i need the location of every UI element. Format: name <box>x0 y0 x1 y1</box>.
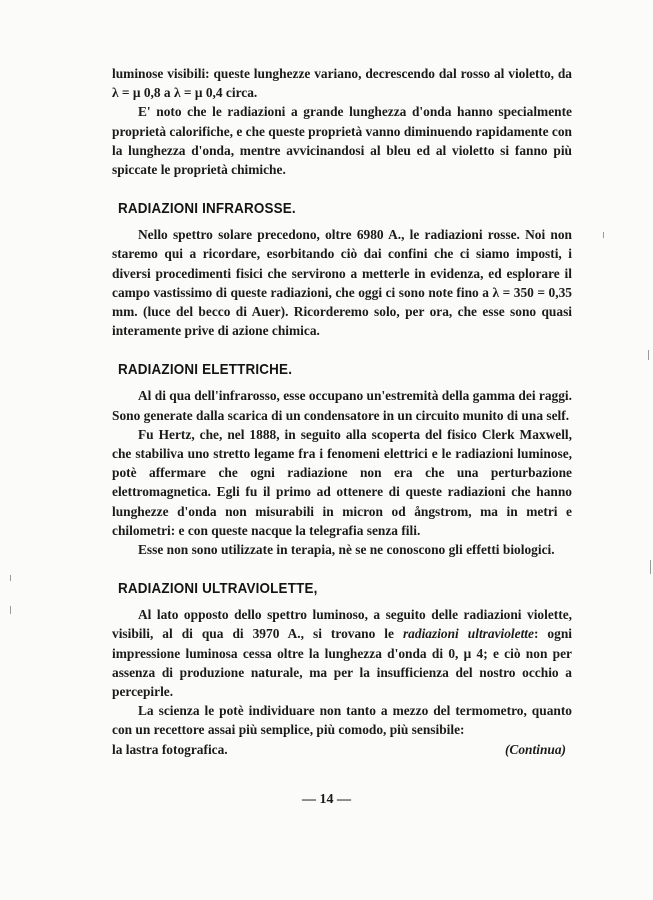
paragraph-uv-1-end: : ogni impressione luminosa cessa oltre la lunghezza d'onda di 0, μ 4; e ciò non per assenza di produzione naturale, ma per la insufficienza del nostro occhio a percepirle. <box>112 626 572 700</box>
paragraph-uv-1-start: Al lato opposto dello spettro luminoso, a seguito delle radiazioni violette, visibili, al di qua di 3970 A., si trovano le <box>112 607 572 642</box>
closing-line <box>112 740 572 759</box>
scan-speck <box>648 350 649 360</box>
scan-speck <box>10 575 11 581</box>
scan-speck <box>10 606 11 614</box>
paragraph-infrared: Nello spettro solare precedono, oltre 6980 A., le radiazioni rosse. Noi non staremo qui a ricordare, esorbitando ciò dai confini che ci siamo imposti, i diversi procedimenti fisici che servirono a metterle in evidenza, ed esplorare il campo vastissimo di queste radiazioni, che oggi ci sono note fino a λ = 350 = 0,35 mm. (luce del becco di Auer). Ricorderemo solo, per ora, che esse sono quasi interamente prive di azione chimica. <box>112 227 572 339</box>
continued-note: (Continua) <box>504 741 566 757</box>
paragraph-intro-2: E' noto che le radiazioni a grande lunghezza d'onda hanno specialmente proprietà calorifiche, e che queste proprietà vanno diminuendo rapidamente con la lunghezza d'onda, mentre avvicinandosi al bleu ed al violetto si fanno più spiccate le proprietà chimiche. <box>112 104 572 178</box>
paragraph-electric-2: Fu Hertz, che, nel 1888, in seguito alla scoperta del fisico Clerk Maxwell, che stabiliva uno stretto legame fra i fenomeni elettrici e le radiazioni luminose, potè affermare che ogni radiazione non era che una perturbazione elettromagnetica. Egli fu il primo ad ottenere di queste radiazioni che hanno lunghezze d'onda non misurabili in micron od ångstrom, ma in metri e chilometri: e con queste nacque la telegrafia senza fili. <box>112 426 572 538</box>
paragraph-uv-2-last: la lastra fotografica. <box>112 741 228 757</box>
paragraph-uv-1-italic: radiazioni ultraviolette <box>402 626 534 642</box>
scan-speck <box>650 560 651 574</box>
heading-infrared: RADIAZIONI INFRAROSSE. <box>118 201 296 218</box>
heading-ultraviolet: RADIAZIONI ULTRAVIOLETTE, <box>118 581 318 598</box>
paragraph-intro-1: luminose visibili: queste lunghezze variano, decrescendo dal rosso al violetto, da λ = μ 0,8 a λ = μ 0,4 circa. <box>112 66 572 101</box>
heading-electric: RADIAZIONI ELETTRICHE. <box>118 362 293 379</box>
page-body <box>112 64 572 759</box>
paragraph-uv-1 <box>112 605 572 701</box>
paragraph-electric-3: Esse non sono utilizzate in terapia, nè se ne conoscono gli effetti biologici. <box>138 542 555 558</box>
paragraph-electric-1: Al di qua dell'infrarosso, esse occupano un'estremità della gamma dei raggi. Sono generate dalla scarica di un condensatore in un circuito munito di una self. <box>112 388 572 423</box>
scan-speck <box>603 232 604 238</box>
paragraph-uv-2: La scienza le potè individuare non tanto a mezzo del termometro, quanto con un recettore assai più semplice, più comodo, più sensibile: <box>112 703 572 738</box>
page-number: — 14 — <box>302 792 351 807</box>
